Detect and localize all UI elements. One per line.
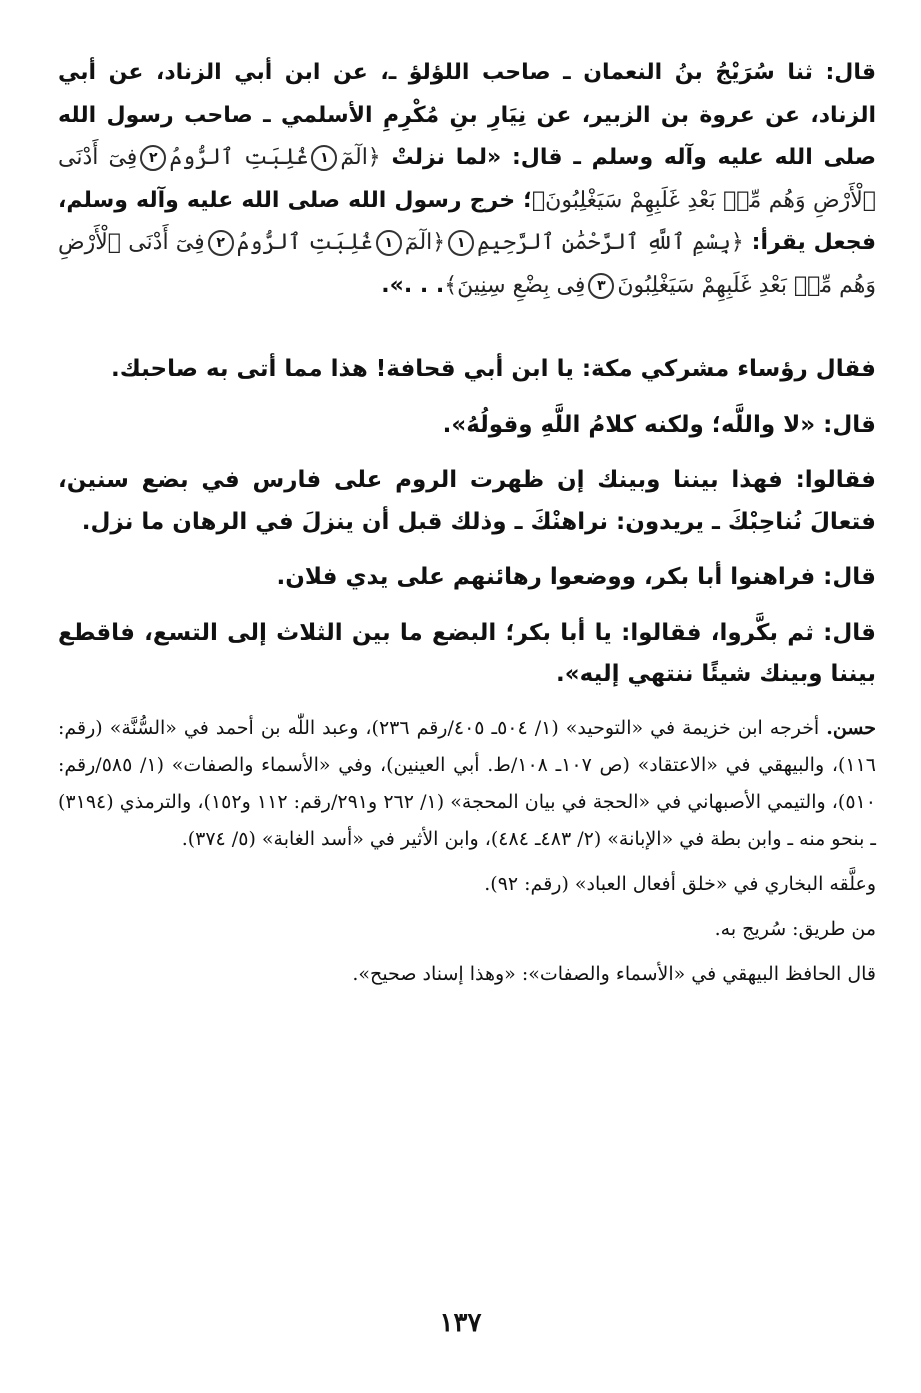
ellipsis-text: . . .». [381, 272, 445, 298]
hadith-text: ؛ خرج رسول الله صلى الله عليه وآله وسلم، فجعل يقرأ: [58, 187, 876, 255]
page-number: ١٣٧ [439, 1308, 482, 1338]
quran-text: ﴿بِسْمِ ٱللَّهِ ٱلرَّحْمَٰنِ ٱلرَّحِيمِ [477, 230, 744, 255]
verse-number-marker: ٢ [140, 145, 166, 171]
prophet-quote: «لا واللَّه؛ ولكنه كلامُ اللَّهِ وقولُهُ». [442, 411, 816, 438]
hadith-grade: حسن. [826, 716, 877, 739]
hadith-paragraph-6: قال: ثم بكَّروا، فقالوا: يا أبا بكر؛ البضع ما بين الثلاث إلى التسع، فاقطع بيننا وبينك شيئًا ننتهي إليه». [58, 619, 876, 687]
hadith-paragraph-1 [58, 52, 876, 335]
hadith-paragraph-5: قال: فراهنوا أبا بكر، ووضعوا رهائنهم على يدي فلان. [276, 564, 876, 590]
quran-text: غُلِبَتِ ٱلرُّومُ [236, 230, 373, 255]
hadith-paragraph-3 [58, 405, 876, 447]
qala-label: قال: [823, 411, 876, 438]
quran-text: فِىٓ أَدْنَى ٱلْأَرْضِ وَهُم مِّنۢ بَعْدِ غَلَبِهِمْ سَيَغْلِبُونَ﴾ [58, 145, 876, 213]
takhrij-paragraph-1 [58, 710, 876, 858]
takhrij-paragraph-2: وعلَّقه البخاري في «خلق أفعال العباد» (رقم: ٩٢). [484, 872, 876, 895]
verse-number-marker: ١ [448, 230, 474, 256]
verse-number-marker: ١ [376, 230, 402, 256]
hadith-paragraph-4: فقالوا: فهذا بيننا وبينك إن ظهرت الروم على فارس في بضع سنين، فتعالَ نُناحِبْكَ ـ يريدون: نراهنْكَ ـ وذلك قبل أن ينزلَ في الرهان ما نزل. [58, 467, 876, 535]
takhrij-paragraph-3: من طريق: سُريج به. [714, 917, 876, 940]
quran-text: فِى بِضْعِ سِنِينَ﴾ [444, 272, 586, 298]
verse-number-marker: ٢ [208, 230, 234, 256]
quran-text: فِىٓ أَدْنَى ٱلْأَرْضِ وَهُم مِّنۢ بَعْدِ غَلَبِهِمْ سَيَغْلِبُونَ [58, 230, 876, 298]
verse-number-marker: ٣ [588, 273, 614, 299]
isnad-text: ثنا سُرَيْجُ بنُ النعمان ـ صاحب اللؤلؤ ـ، عن ابن أبي الزناد، عن أبي الزناد، عن عروة بن الزبير، عن نِيَارِ بنِ مُكْرِمِ الأسلمي ـ صاحب رسول الله صلى الله عليه وآله وسلم ـ قال: «لما نزلتْ [58, 60, 876, 170]
quran-text: ﴿الٓمٓ [340, 145, 381, 170]
qala-label: قال: [825, 60, 876, 85]
takhrij-paragraph-4: قال الحافظ البيهقي في «الأسماء والصفات»: «وهذا إسناد صحيح». [352, 962, 876, 985]
takhrij-sources: أخرجه ابن خزيمة في «التوحيد» (١/ ٥٠٤ـ ٤٠٥/رقم ٢٣٦)، وعبد اللّٰه بن أحمد في «السُّنَّة» (رقم: ١١٦)، والبيهقي في «الاعتقاد» (ص ١٠٧ـ ١٠٨/ط. أبي العينين)، وفي «الأسماء والصفات» (١/ ٥٨٥/رقم: ٥١٠)، والتيمي الأصبهاني في «الحجة في بيان المحجة» (١/ ٢٦٢ و٢٩١/رقم: ١١٢ و١٥٢)، والترمذي (٣١٩٤) ـ بنحو منه ـ وابن بطة في «الإبانة» (٢/ ٤٨٣ـ ٤٨٤)، وابن الأثير في «أسد الغابة» (٥/ ٣٧٤). [58, 716, 876, 850]
hadith-paragraph-2: فقال رؤساء مشركي مكة: يا ابن أبي قحافة! هذا مما أتى به صاحبك. [110, 356, 876, 382]
quran-text: ﴿الٓمٓ [404, 230, 446, 255]
verse-number-marker: ١ [311, 145, 337, 171]
quran-text: غُلِبَتِ ٱلرُّومُ [169, 145, 309, 170]
page-body [58, 52, 876, 993]
